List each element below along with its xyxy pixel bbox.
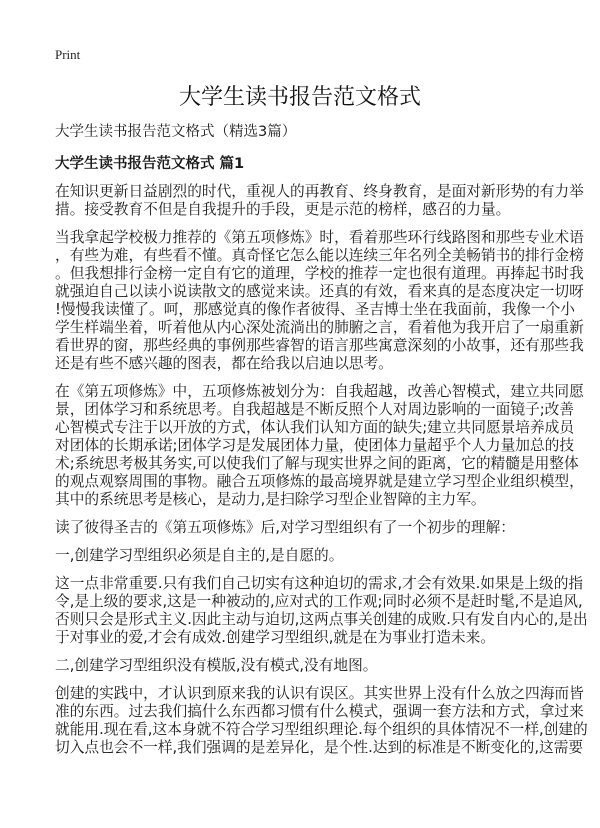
paragraph-line: 还是有些不感兴趣的图表，都在给我以启迪以思考。 — [55, 355, 393, 372]
paragraph-line: 看世界的窗，那些经典的事例那些睿智的语言那些寓意深刻的小故事，还有那些我 — [55, 337, 584, 354]
paragraph — [55, 657, 555, 675]
paragraph — [55, 519, 555, 537]
paragraph-line: 其中的系统思考是核心，是动力,是扫除学习型企业智障的主力军。 — [55, 491, 486, 508]
paragraph — [55, 229, 584, 373]
paragraph-line: 读了彼得圣吉的《第五项修炼》后,对学习型组织有了一个初步的理解： — [55, 519, 515, 536]
paragraph-line: 景，团体学习和系统思考。自我超越是不断反照个人对周边影响的一面镜子;改善 — [55, 401, 575, 418]
paragraph-line: 心智模式专注于以开放的方式，体认我们认知方面的缺失;建立共同愿景培养成员 — [55, 419, 575, 436]
paragraph-line: 。但我想排行金榜一定自有它的道理，学校的推荐一定也很有道理。再捧起书时我 — [55, 265, 584, 282]
paragraph — [55, 575, 588, 647]
paragraph-line: 当我拿起学校极力推荐的《第五项修炼》时，看着那些环行线路图和那些专业术语 — [55, 229, 584, 246]
paragraph — [55, 685, 588, 757]
paragraph — [55, 547, 555, 565]
paragraph-line: 就能用.现在看,这本身就不符合学习型组织理论.每个组织的具体情况不一样,创建的 — [55, 721, 588, 738]
paragraph — [55, 183, 584, 219]
paragraph-line: 措。接受教育不但是自我提升的手段，更是示范的榜样，感召的力量。 — [55, 201, 511, 218]
paragraph-line: 二,创建学习型组织没有模版,没有模式,没有地图。 — [55, 657, 378, 674]
print-link[interactable]: Print — [55, 47, 81, 62]
document-subtitle: 大学生读书报告范文格式（精选3篇） — [55, 124, 297, 140]
paragraph-line: 的观点观察周围的事物。融合五项修炼的最高境界就是建立学习型企业组织模型， — [55, 473, 584, 490]
paragraph — [55, 383, 584, 509]
paragraph-line: 术;系统思考极其务实,可以使我们了解与现实世界之间的距离，它的精髓是用整体 — [55, 455, 579, 472]
paragraph-line: 在《第五项修炼》中，五项修炼被划分为：自我超越，改善心智模式，建立共同愿 — [55, 383, 584, 400]
paragraph-line: 学生样端坐着，听着他从内心深处流淌出的肺腑之言，看着他为我开启了一扇重新 — [55, 319, 584, 336]
section-heading: 大学生读书报告范文格式 篇1 — [55, 156, 245, 172]
paragraph-line: 创建的实践中，才认识到原来我的认识有误区。其实世界上没有什么放之四海而皆 — [55, 685, 584, 702]
document-title: 大学生读书报告范文格式 — [178, 85, 421, 110]
paragraph-line: ，有些为难，有些看不懂。真奇怪它怎么能以连续三年名列全美畅销书的排行金榜 — [55, 247, 584, 264]
paragraph-line: 令,是上级的要求,这是一种被动的,应对式的工作观;同时必须不是赶时髦,不是追风, — [55, 593, 583, 610]
paragraph-line: 否则只会是形式主义.因此主动与迫切,这两点事关创建的成败.只有发自内心的,是出 — [55, 611, 588, 628]
paragraph-line: 切入点也会不一样,我们强调的是差异化，是个性.达到的标准是不断变化的,这需要 — [55, 739, 584, 756]
paragraph-line: 在知识更新日益剧烈的时代，重视人的再教育、终身教育，是面对新形势的有力举 — [55, 183, 584, 200]
paragraph-line: 准的东西。过去我们搞什么东西都习惯有什么模式，强调一套方法和方式，拿过来 — [55, 703, 584, 720]
paragraph-line: 这一点非常重要.只有我们自己切实有这种迫切的需求,才会有效果.如果是上级的指 — [55, 575, 584, 592]
paragraph-line: !慢慢我读懂了。呵，那感觉真的像作者彼得、圣吉博士坐在我面前，我像一个小 — [55, 301, 575, 318]
document-body — [55, 183, 588, 767]
paragraph-line: 于对事业的爱,才会有成效.创建学习型组织,就是在为事业打造未来。 — [55, 629, 495, 646]
paragraph-line: 一,创建学习型组织必须是自主的,是自愿的。 — [55, 547, 344, 564]
paragraph-line: 对团体的长期承诺;团体学习是发展团体力量，使团体力量超乎个人力量加总的技 — [55, 437, 575, 454]
paragraph-line: 就强迫自己以读小说读散文的感觉来读。还真的有效，看来真的是态度决定一切呀 — [55, 283, 584, 300]
